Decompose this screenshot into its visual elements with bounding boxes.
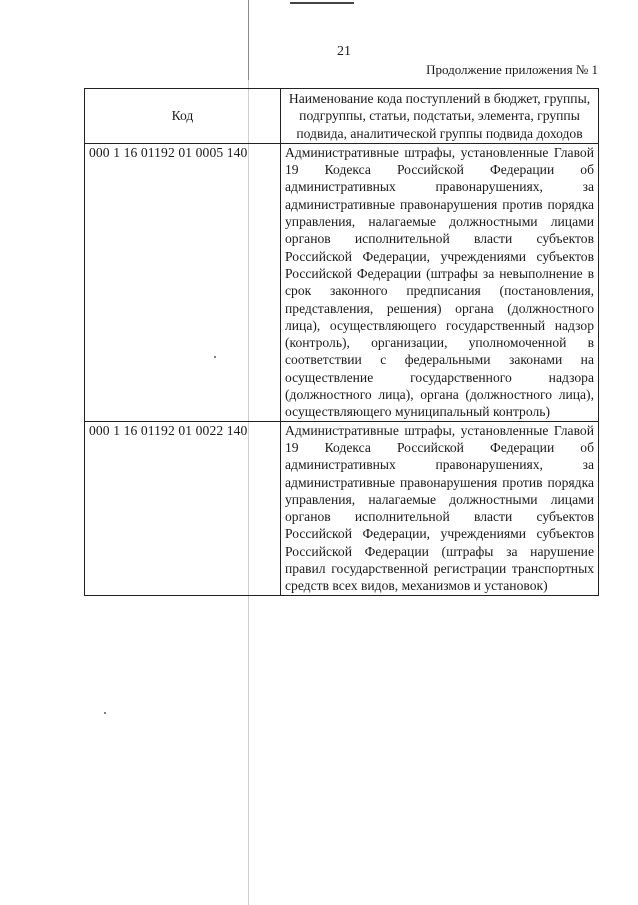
table-row [85,421,599,595]
appendix-continuation-label: Продолжение приложения № 1 [426,62,598,77]
scan-artifact-vertical-line-top [248,0,249,80]
table-header-row [85,89,599,144]
row-code: 000 1 16 01192 01 0022 140 [85,421,281,595]
row-code: 000 1 16 01192 01 0005 140 [85,143,281,421]
revenue-codes-table [84,88,599,596]
page-number: 21 [337,44,351,59]
header-name: Наименование кода поступлений в бюджет, группы, подгруппы, статьи, подстатьи, элемента, группы подвида, аналитической группы подвида доходов [281,89,599,144]
scan-speck [104,712,106,714]
table-row [85,143,599,421]
row-name: Административные штрафы, установленные Главой 19 Кодекса Российской Федерации об административных правонарушениях, за административные правонарушения против порядка управления, налагаемые должностными лицами органов исполнительной власти субъектов Российской Федерации, учреждениями субъектов Российской Федерации (штрафы за нарушение правил государственной регистрации транспортных средств всех видов, механизмов и установок) [281,421,599,595]
scan-artifact-top-line [290,2,354,4]
row-name: Административные штрафы, установленные Главой 19 Кодекса Российской Федерации об административных правонарушениях, за административные правонарушения против порядка управления, налагаемые должностными лицами органов исполнительной власти субъектов Российской Федерации, учреждениями субъектов Российской Федерации (штрафы за невыполнение в срок законного предписания (постановления, представления, решения) органа (должностного лица), осуществляющего государственный надзор (контроль), организации, уполномоченной в соответствии с федеральными законами на осуществление государственного надзора (должностного лица), органа (должностного лица), осуществляющего муниципальный контроль) [281,143,599,421]
scan-speck [214,356,216,358]
header-code: Код [85,89,281,144]
